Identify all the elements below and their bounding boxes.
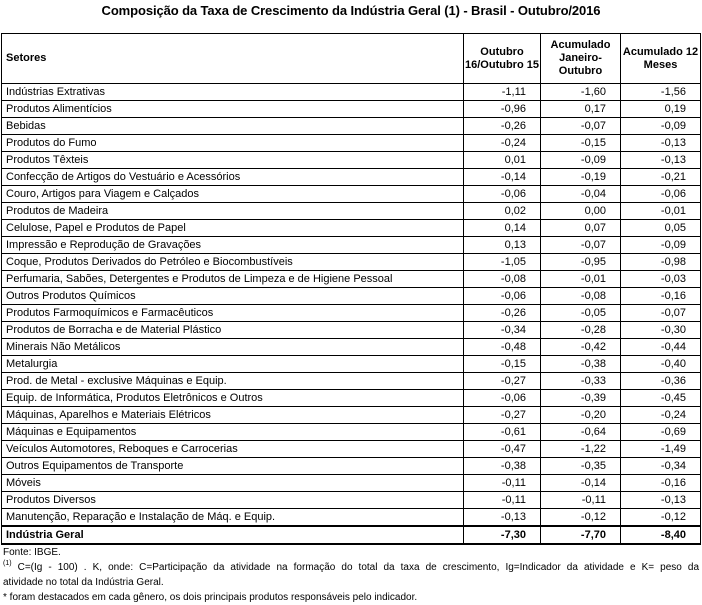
header-ytd: Acumulado Janeiro-Outubro — [541, 34, 621, 84]
table-row — [2, 339, 701, 356]
ytd-value: -0,14 — [541, 475, 621, 492]
table-row — [2, 135, 701, 152]
table-row — [2, 118, 701, 135]
table-row — [2, 169, 701, 186]
sector-cell: Metalurgia — [2, 356, 464, 373]
twelve-month-value: -0,09 — [621, 118, 701, 135]
october-value: -0,27 — [464, 407, 541, 424]
sector-cell: Prod. de Metal - exclusive Máquinas e Equip. — [2, 373, 464, 390]
twelve-month-value: 0,05 — [621, 220, 701, 237]
october-value: -1,11 — [464, 84, 541, 101]
twelve-month-value: -0,44 — [621, 339, 701, 356]
table-row — [2, 271, 701, 288]
october-value: -0,11 — [464, 475, 541, 492]
table-row — [2, 203, 701, 220]
ytd-value: -0,64 — [541, 424, 621, 441]
october-value: 0,13 — [464, 237, 541, 254]
twelve-month-value: 0,19 — [621, 101, 701, 118]
total-12-months: -8,40 — [621, 526, 701, 544]
table-row — [2, 475, 701, 492]
table-row — [2, 322, 701, 339]
table-row — [2, 390, 701, 407]
sector-cell: Bebidas — [2, 118, 464, 135]
october-value: -0,14 — [464, 169, 541, 186]
note-marker: (1) — [3, 560, 12, 567]
october-value: -1,05 — [464, 254, 541, 271]
october-value: 0,02 — [464, 203, 541, 220]
ytd-value: -0,09 — [541, 152, 621, 169]
table-row — [2, 509, 701, 527]
table-row — [2, 356, 701, 373]
ytd-value: -0,28 — [541, 322, 621, 339]
table-title: Composição da Taxa de Crescimento da Indústria Geral (1) - Brasil - Outubro/2016 — [101, 3, 601, 18]
footer-notes — [3, 545, 699, 605]
sector-cell: Perfumaria, Sabões, Detergentes e Produtos de Limpeza e de Higiene Pessoal — [2, 271, 464, 288]
ytd-value: -0,42 — [541, 339, 621, 356]
table-row — [2, 254, 701, 271]
twelve-month-value: -0,13 — [621, 135, 701, 152]
twelve-month-value: -0,21 — [621, 169, 701, 186]
twelve-month-value: -0,03 — [621, 271, 701, 288]
ytd-value: -0,07 — [541, 237, 621, 254]
table-row — [2, 220, 701, 237]
twelve-month-value: -0,40 — [621, 356, 701, 373]
ytd-value: -0,95 — [541, 254, 621, 271]
asterisk-note: * foram destacados em cada gênero, os dois principais produtos responsáveis pelo indicador. — [3, 592, 418, 603]
sector-cell: Produtos Farmoquímicos e Farmacêuticos — [2, 305, 464, 322]
table-row — [2, 373, 701, 390]
twelve-month-value: -0,69 — [621, 424, 701, 441]
sector-cell: Outros Equipamentos de Transporte — [2, 458, 464, 475]
twelve-month-value: -0,24 — [621, 407, 701, 424]
october-value: 0,14 — [464, 220, 541, 237]
formula-note-line2: atividade no total da Indústria Geral. — [3, 577, 164, 588]
ytd-value: -0,07 — [541, 118, 621, 135]
sector-cell: Produtos de Borracha e de Material Plástico — [2, 322, 464, 339]
october-value: -0,47 — [464, 441, 541, 458]
ytd-value: -1,22 — [541, 441, 621, 458]
october-value: -0,06 — [464, 288, 541, 305]
sector-cell: Veículos Automotores, Reboques e Carrocerias — [2, 441, 464, 458]
table-row — [2, 492, 701, 509]
twelve-month-value: -1,56 — [621, 84, 701, 101]
formula-note-line1: C=(Ig - 100) . K, onde: C=Participação da atividade na formação do total da taxa de crescimento, Ig=Indicador da atividade e K= peso da — [17, 562, 700, 573]
header-october: Outubro 16/Outubro 15 — [464, 34, 541, 84]
table-row — [2, 424, 701, 441]
header-12-months: Acumulado 12 Meses — [621, 34, 701, 84]
ytd-value: 0,17 — [541, 101, 621, 118]
october-value: -0,26 — [464, 305, 541, 322]
table-row — [2, 441, 701, 458]
table-row — [2, 407, 701, 424]
sector-cell: Outros Produtos Químicos — [2, 288, 464, 305]
ytd-value: -0,20 — [541, 407, 621, 424]
twelve-month-value: -0,13 — [621, 492, 701, 509]
sector-cell: Coque, Produtos Derivados do Petróleo e Biocombustíveis — [2, 254, 464, 271]
growth-composition-table — [1, 33, 701, 545]
ytd-value: -0,08 — [541, 288, 621, 305]
ytd-value: -0,39 — [541, 390, 621, 407]
october-value: -0,15 — [464, 356, 541, 373]
october-value: -0,26 — [464, 118, 541, 135]
october-value: 0,01 — [464, 152, 541, 169]
source-note: Fonte: IBGE. — [3, 547, 61, 558]
ytd-value: -0,38 — [541, 356, 621, 373]
table-row — [2, 152, 701, 169]
formula-note — [3, 560, 699, 575]
twelve-month-value: -0,36 — [621, 373, 701, 390]
twelve-month-value: -1,49 — [621, 441, 701, 458]
october-value: -0,06 — [464, 186, 541, 203]
sector-cell: Impressão e Reprodução de Gravações — [2, 237, 464, 254]
table-row — [2, 237, 701, 254]
ytd-value: -0,35 — [541, 458, 621, 475]
total-october: -7,30 — [464, 526, 541, 544]
sector-cell: Produtos de Madeira — [2, 203, 464, 220]
october-value: -0,38 — [464, 458, 541, 475]
ytd-value: -0,15 — [541, 135, 621, 152]
sector-cell: Produtos Diversos — [2, 492, 464, 509]
ytd-value: -0,05 — [541, 305, 621, 322]
october-value: -0,61 — [464, 424, 541, 441]
sector-cell: Produtos do Fumo — [2, 135, 464, 152]
october-value: -0,48 — [464, 339, 541, 356]
twelve-month-value: -0,30 — [621, 322, 701, 339]
ytd-value: 0,07 — [541, 220, 621, 237]
ytd-value: -0,33 — [541, 373, 621, 390]
twelve-month-value: -0,98 — [621, 254, 701, 271]
sector-cell: Manutenção, Reparação e Instalação de Máq. e Equip. — [2, 509, 464, 527]
table-body — [2, 84, 701, 527]
table-row — [2, 288, 701, 305]
twelve-month-value: -0,07 — [621, 305, 701, 322]
sector-cell: Equip. de Informática, Produtos Eletrônicos e Outros — [2, 390, 464, 407]
table-row — [2, 186, 701, 203]
sector-cell: Minerais Não Metálicos — [2, 339, 464, 356]
table-row — [2, 101, 701, 118]
twelve-month-value: -0,12 — [621, 509, 701, 527]
ytd-value: -0,12 — [541, 509, 621, 527]
sector-cell: Produtos Alimentícios — [2, 101, 464, 118]
twelve-month-value: -0,34 — [621, 458, 701, 475]
ytd-value: 0,00 — [541, 203, 621, 220]
ytd-value: -0,11 — [541, 492, 621, 509]
sector-cell: Máquinas e Equipamentos — [2, 424, 464, 441]
twelve-month-value: -0,06 — [621, 186, 701, 203]
october-value: -0,27 — [464, 373, 541, 390]
twelve-month-value: -0,45 — [621, 390, 701, 407]
header-row — [2, 34, 701, 84]
sector-cell: Indústrias Extrativas — [2, 84, 464, 101]
sector-cell: Couro, Artigos para Viagem e Calçados — [2, 186, 464, 203]
october-value: -0,13 — [464, 509, 541, 527]
total-row — [2, 526, 701, 544]
sector-cell: Produtos Têxteis — [2, 152, 464, 169]
twelve-month-value: -0,01 — [621, 203, 701, 220]
ytd-value: -0,19 — [541, 169, 621, 186]
twelve-month-value: -0,13 — [621, 152, 701, 169]
sector-cell: Confecção de Artigos do Vestuário e Acessórios — [2, 169, 464, 186]
sector-cell: Máquinas, Aparelhos e Materiais Elétricos — [2, 407, 464, 424]
october-value: -0,08 — [464, 271, 541, 288]
twelve-month-value: -0,16 — [621, 475, 701, 492]
table-row — [2, 305, 701, 322]
header-sectors: Setores — [2, 34, 464, 84]
ytd-value: -0,04 — [541, 186, 621, 203]
october-value: -0,11 — [464, 492, 541, 509]
table-row — [2, 84, 701, 101]
october-value: -0,34 — [464, 322, 541, 339]
total-sector: Indústria Geral — [2, 526, 464, 544]
ytd-value: -0,01 — [541, 271, 621, 288]
sector-cell: Celulose, Papel e Produtos de Papel — [2, 220, 464, 237]
ytd-value: -1,60 — [541, 84, 621, 101]
twelve-month-value: -0,09 — [621, 237, 701, 254]
sector-cell: Móveis — [2, 475, 464, 492]
total-ytd: -7,70 — [541, 526, 621, 544]
october-value: -0,06 — [464, 390, 541, 407]
twelve-month-value: -0,16 — [621, 288, 701, 305]
table-row — [2, 458, 701, 475]
october-value: -0,96 — [464, 101, 541, 118]
october-value: -0,24 — [464, 135, 541, 152]
